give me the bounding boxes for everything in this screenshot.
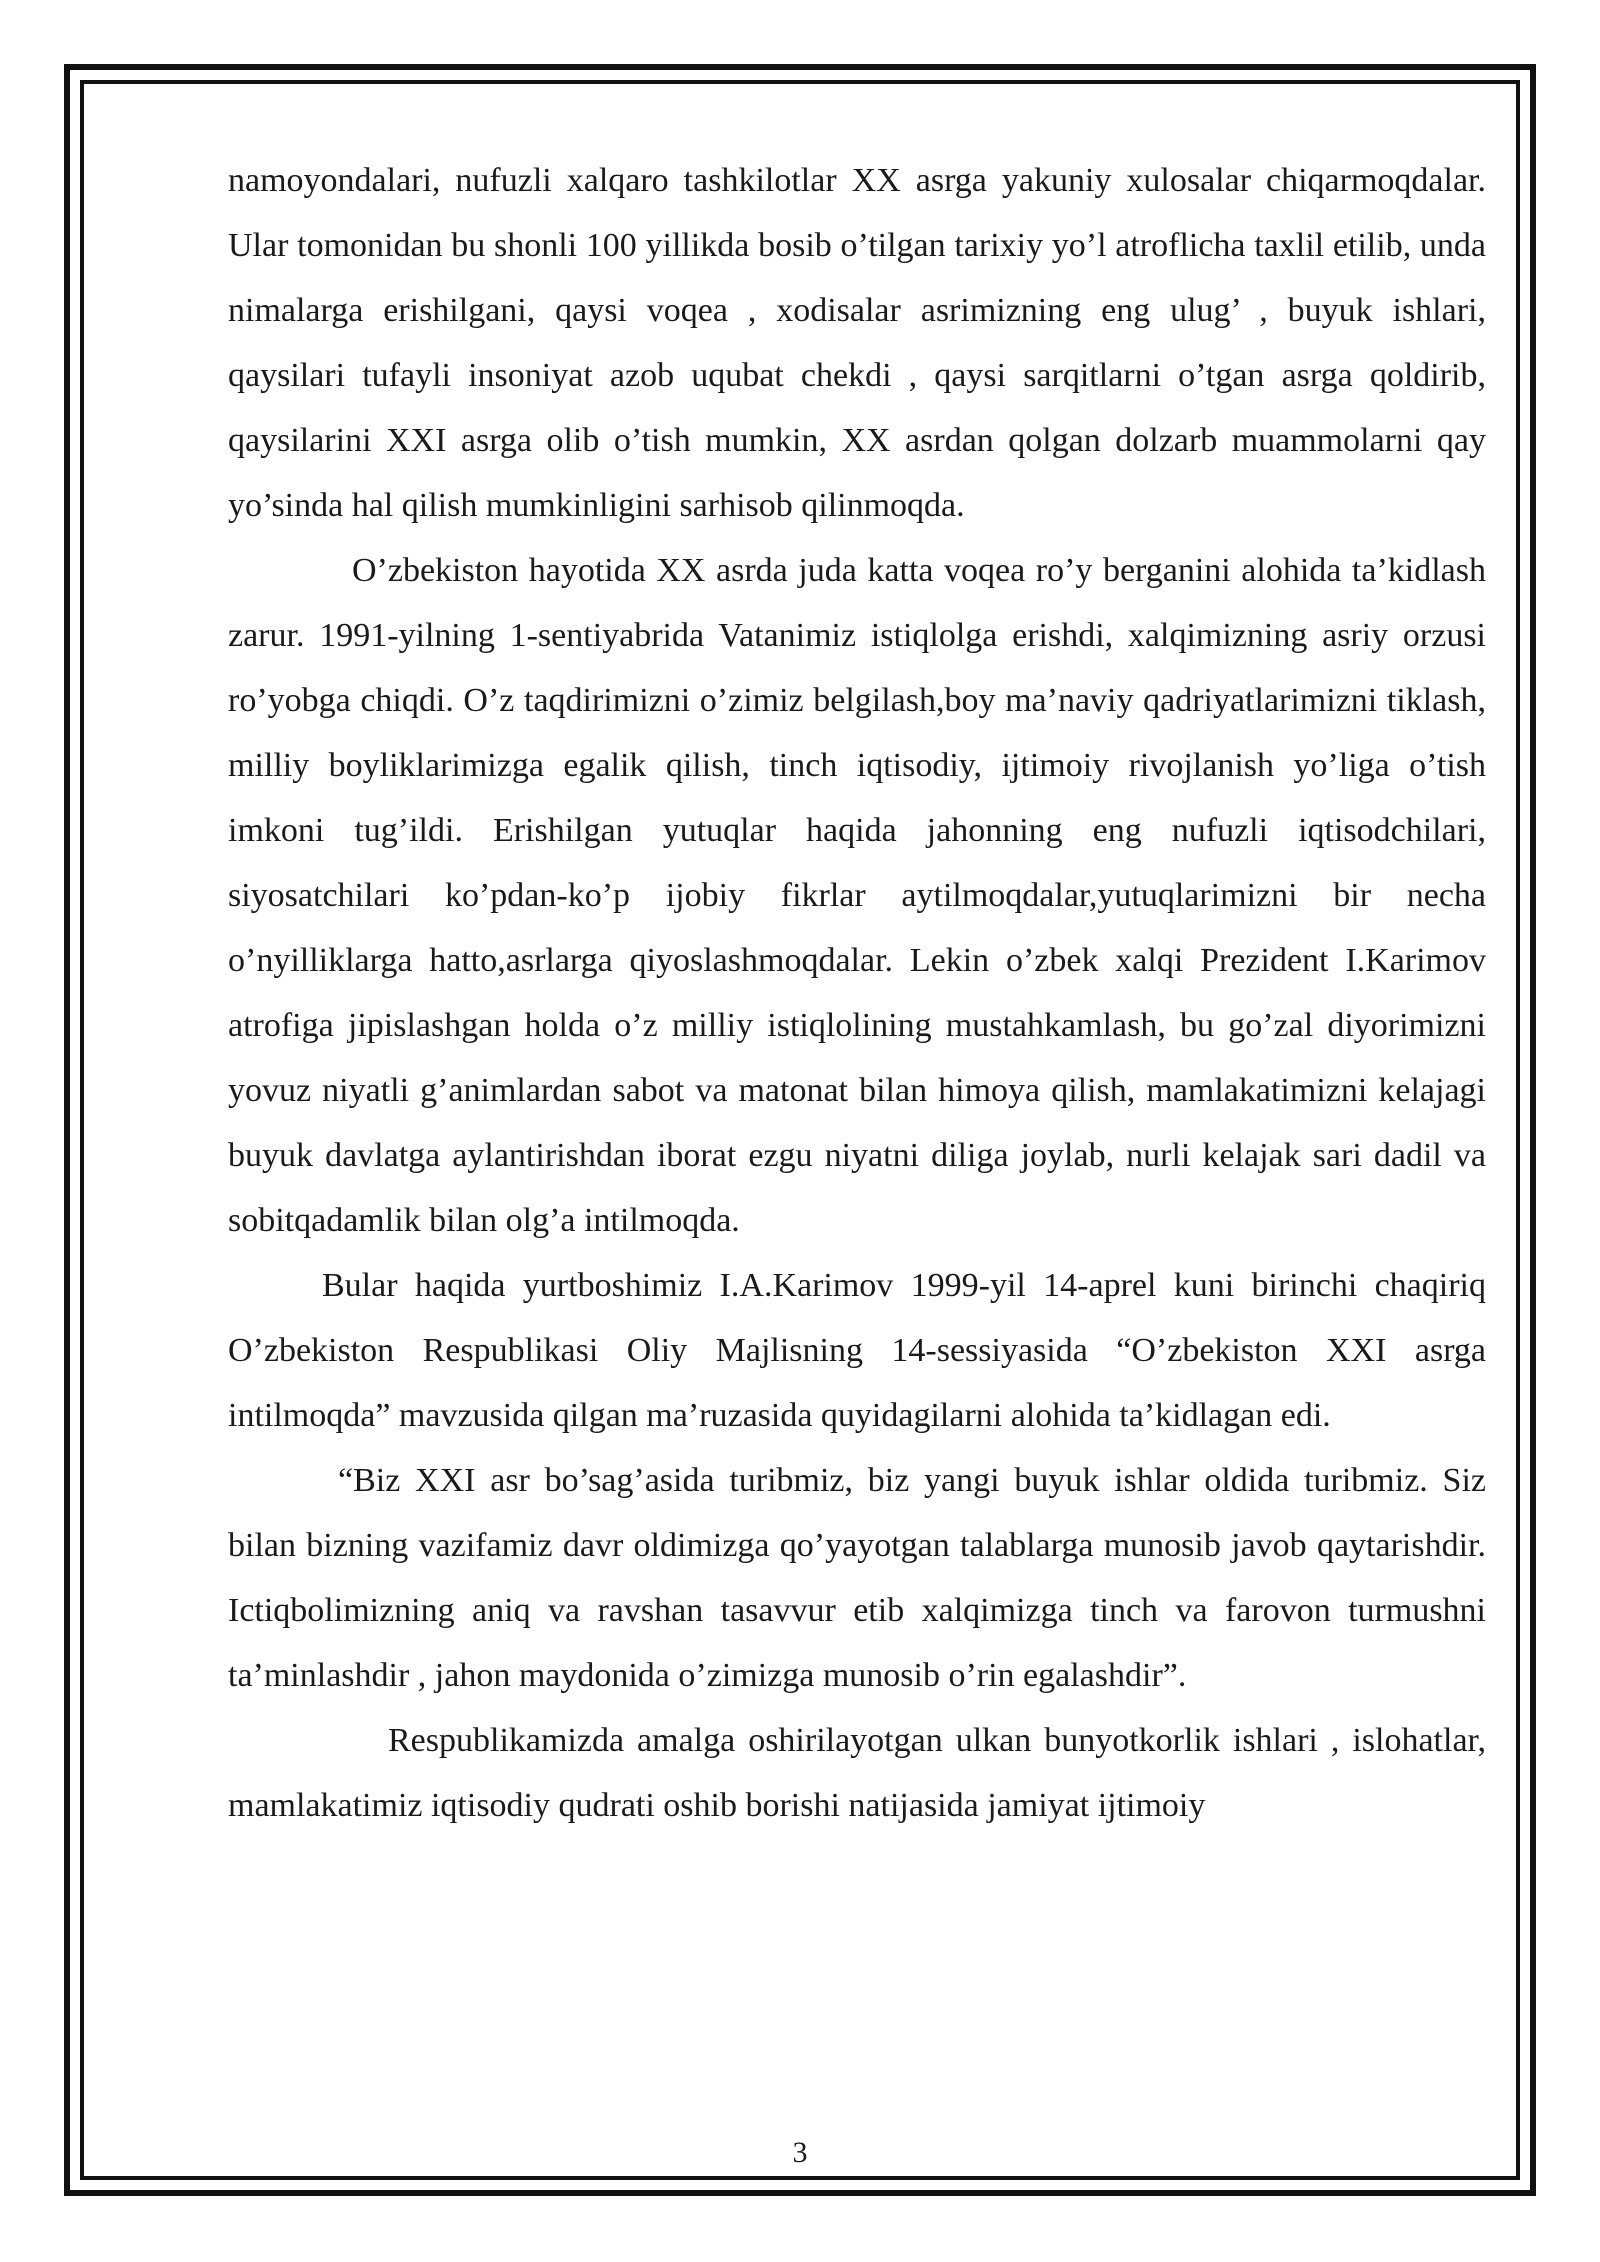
- paragraph-2: O’zbekiston hayotida XX asrda juda katta voqea ro’y berganini alohida ta’kidlash zarur. 1991-yilning 1-sentiyabrida Vatanimiz istiqlolga erishdi, xalqimizning asriy orzusi ro’yobga chiqdi. O’z taqdirimizni o’zimiz belgilash,boy ma’naviy qadriyatlarimizni tiklash, milliy boyliklarimizga egalik qilish, tinch iqtisodiy, ijtimoiy rivojlanish yo’liga o’tish imkoni tug’ildi. Erishilgan yutuqlar haqida jahonning eng nufuzli iqtisodchilari, siyosatchilari ko’pdan-ko’p ijobiy fikrlar aytilmoqdalar,yutuqlarimizni bir necha o’nyilliklarga hatto,asrlarga qiyoslashmoqdalar. Lekin o’zbek xalqi Prezident I.Karimov atrofiga jipislashgan holda o’z milliy istiqlolining mustahkamlash, bu go’zal diyorimizni yovuz niyatli g’animlardan sabot va matonat bilan himoya qilish, mamlakatimizni kelajagi buyuk davlatga aylantirishdan iborat ezgu niyatni diliga joylab, nurli kelajak sari dadil va sobitqadamlik bilan olg’a intilmoqda.: [228, 552, 1486, 1239]
- paragraph-5: Respublikamizda amalga oshirilayotgan ulkan bunyotkorlik ishlari , islohatlar, mamlakatimiz iqtisodiy qudrati oshib borishi natijasida jamiyat ijtimoiy: [228, 1722, 1486, 1824]
- paragraph-1: namoyondalari, nufuzli xalqaro tashkilotlar XX asrga yakuniy xulosalar chiqarmoqdalar. Ular tomonidan bu shonli 100 yillikda bosib o’tilgan tarixiy yo’l atroflicha taxlil etilib, unda nimalarga erishilgani, qaysi voqea , xodisalar asrimizning eng ulug’ , buyuk ishlari, qaysilari tufayli insoniyat azob uqubat chekdi , qaysi sarqitlarni o’tgan asrga qoldirib, qaysilarini XXI asrga olib o’tish mumkin, XX asrdan qolgan dolzarb muammolarni qay yo’sinda hal qilish mumkinligini sarhisob qilinmoqda.: [228, 162, 1486, 524]
- paragraph-quote: “Biz XXI asr bo’sag’asida turibmiz, biz yangi buyuk ishlar oldida turibmiz. Siz bilan bizning vazifamiz davr oldimizga qo’yayotgan talablarga munosib javob qaytarishdir. Ictiqbolimizning aniq va ravshan tasavvur etib xalqimizga tinch va farovon turmushni ta’minlashdir , jahon maydonida o’zimizga munosib o’rin egalashdir”.: [228, 1462, 1486, 1694]
- page-body: [228, 148, 1486, 1838]
- paragraph-3: Bular haqida yurtboshimiz I.A.Karimov 1999-yil 14-aprel kuni birinchi chaqiriq O’zbekiston Respublikasi Oliy Majlisning 14-sessiyasida “O’zbekiston XXI asrga intilmoqda” mavzusida qilgan ma’ruzasida quyidagilarni alohida ta’kidlagan edi.: [228, 1267, 1486, 1434]
- page-number: 3: [792, 2136, 808, 2169]
